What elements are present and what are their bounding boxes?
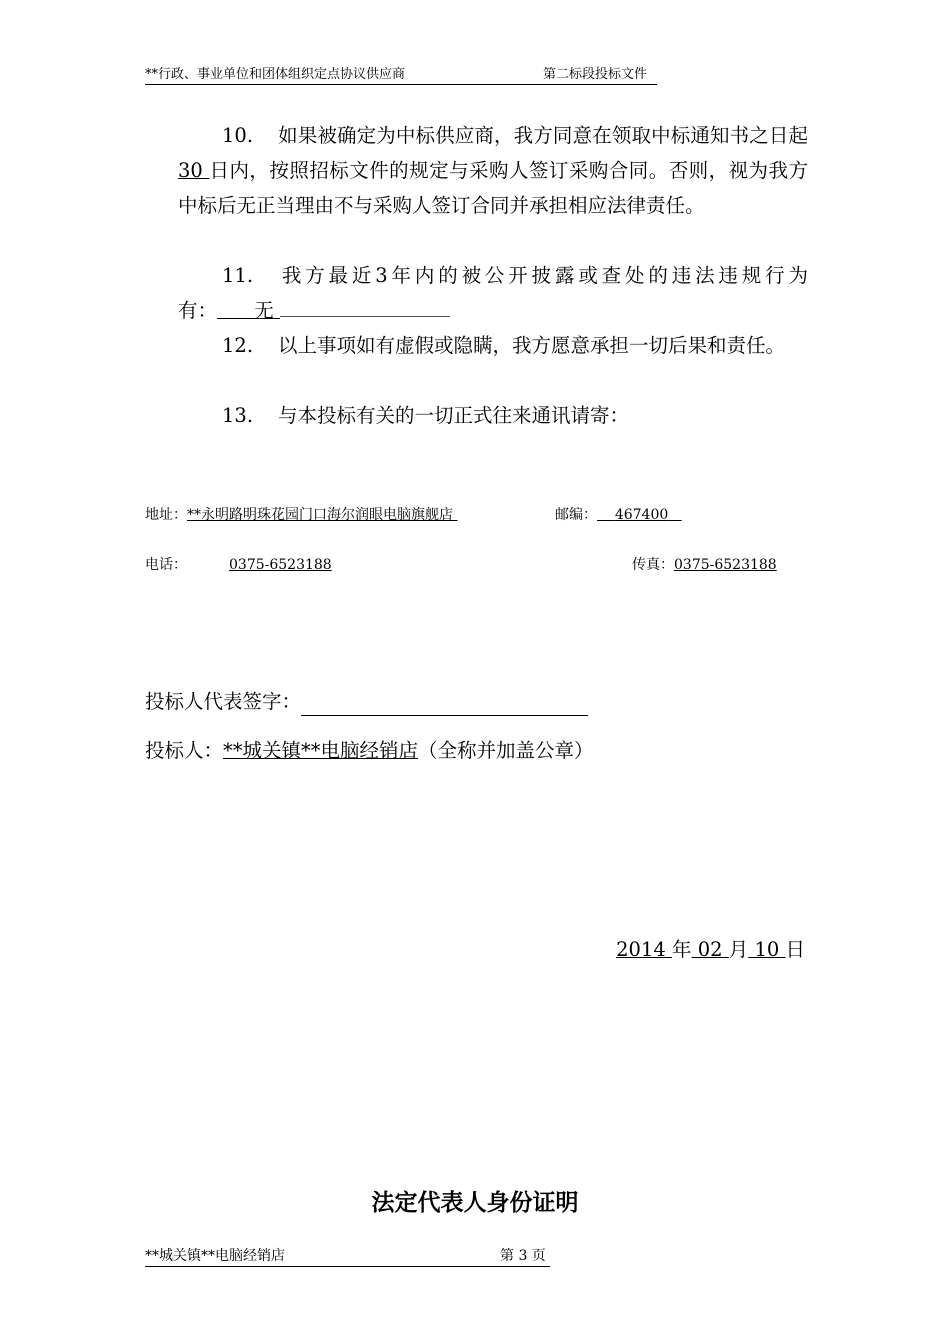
contract-days: 30 xyxy=(178,159,203,182)
violation-value: 无 xyxy=(254,299,274,322)
bidder-name: **城关镇**电脑经销店 xyxy=(223,739,419,762)
footer-company: **城关镇**电脑经销店 xyxy=(145,1248,285,1264)
section-title: 法定代表人身份证明 xyxy=(371,1190,579,1216)
fax-row: 传真：0375-6523188 xyxy=(632,557,777,573)
signature-line xyxy=(301,693,588,716)
clause-number: 12. xyxy=(222,334,254,357)
rep-signature-row: 投标人代表签字： xyxy=(145,688,588,716)
clause-12: 12. 以上事项如有虚假或隐瞒，我方愿意承担一切后果和责任。 xyxy=(178,328,808,363)
clause-11: 11. 我方最近3年内的被公开披露或查处的违法违规行为有： 无 xyxy=(178,258,808,328)
footer-page: 第 3 页 xyxy=(500,1248,546,1264)
address-value: **永明路明珠花园门口海尔润眼电脑旗舰店 xyxy=(187,507,453,523)
fax-value: 0375-6523188 xyxy=(674,557,777,573)
date-row: 2014 年 02 月 10 日 xyxy=(616,938,805,961)
clause-10: 10. 如果被确定为中标供应商，我方同意在领取中标通知书之日起 30 日内，按照招标文件的规定与采购人签订采购合同。否则，视为我方中标后无正当理由不与采购人签订合同并承担相应法律责任。 xyxy=(178,118,808,223)
header-left: **行政、事业单位和团体组织定点协议供应商 xyxy=(145,67,406,82)
date-day: 10 xyxy=(754,938,780,961)
address-row: 地址：**永明路明珠花园门口海尔润眼电脑旗舰店 xyxy=(145,507,453,523)
postcode-value: 467400 xyxy=(614,507,669,523)
phone-row: 电话： 0375-6523188 xyxy=(145,555,445,575)
phone-value: 0375-6523188 xyxy=(229,557,332,573)
date-year: 2014 xyxy=(616,938,666,961)
header-right: 第二标段投标文件 xyxy=(543,67,648,82)
clause-number: 11. xyxy=(222,264,254,287)
clause-13: 13. 与本投标有关的一切正式往来通讯请寄： xyxy=(178,398,808,433)
bidder-row: 投标人：**城关镇**电脑经销店（全称并加盖公章） xyxy=(145,739,594,762)
page-header xyxy=(145,66,657,85)
clause-number: 13. xyxy=(222,404,254,427)
date-month: 02 xyxy=(697,938,723,961)
clause-number: 10. xyxy=(222,124,254,147)
postcode-row: 邮编： 467400 xyxy=(555,505,682,525)
page-footer xyxy=(145,1246,550,1267)
